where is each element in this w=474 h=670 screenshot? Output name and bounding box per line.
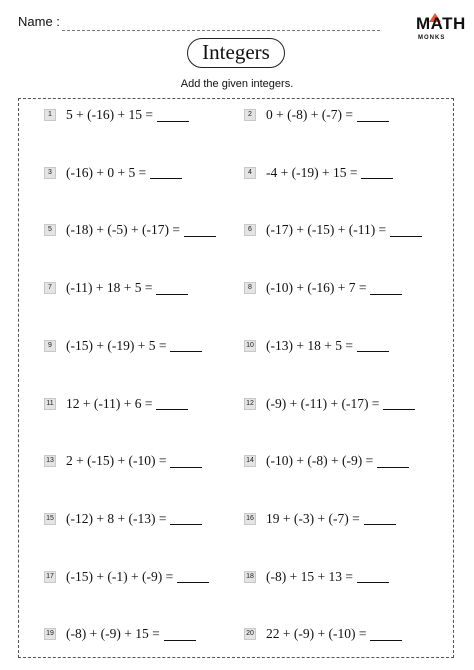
problem-number: 1 — [44, 109, 56, 121]
problem-number: 11 — [44, 398, 56, 410]
problem-expression: 0 + (-8) + (-7) = — [266, 107, 353, 122]
problem-number: 8 — [244, 282, 256, 294]
problem-expression: 2 + (-15) + (-10) = — [66, 453, 167, 469]
problem-item — [44, 105, 189, 125]
answer-blank[interactable] — [177, 570, 209, 583]
problem-number: 12 — [244, 398, 256, 410]
answer-blank[interactable] — [157, 109, 189, 122]
problem-item — [244, 220, 422, 240]
problem-number: 20 — [244, 628, 256, 640]
name-input-line[interactable] — [62, 30, 380, 31]
answer-blank[interactable] — [150, 166, 182, 179]
problem-expression: (-17) + (-15) + (-11) = — [266, 222, 387, 238]
problem-item — [44, 336, 202, 356]
answer-blank[interactable] — [156, 282, 188, 295]
problem-number: 19 — [44, 628, 56, 640]
problem-number: 7 — [44, 282, 56, 294]
problem-number: 4 — [244, 167, 256, 179]
problem-expression: 12 + (-11) + 6 = — [66, 395, 153, 411]
math-monks-logo — [414, 14, 466, 54]
problem-expression: (-16) + 0 + 5 = — [66, 164, 147, 180]
problem-item — [244, 394, 415, 414]
problem-number: 14 — [244, 455, 256, 467]
problem-expression: (-15) + (-1) + (-9) = — [66, 568, 174, 584]
problem-number: 18 — [244, 571, 256, 583]
answer-blank[interactable] — [184, 224, 216, 237]
problem-expression: 19 + (-3) + (-7) = — [266, 510, 360, 526]
problem-number: 17 — [44, 571, 56, 583]
problem-item — [44, 163, 182, 183]
answer-blank[interactable] — [370, 282, 402, 295]
problem-item — [244, 278, 402, 298]
answer-blank[interactable] — [156, 397, 188, 410]
answer-blank[interactable] — [361, 166, 393, 179]
logo-main-text: MATH — [416, 14, 466, 33]
answer-blank[interactable] — [377, 455, 409, 468]
answer-blank[interactable] — [370, 628, 402, 641]
problem-item — [44, 278, 188, 298]
problem-item — [44, 624, 196, 644]
problem-expression: (-8) + 15 + 13 = — [266, 568, 353, 584]
problem-number: 9 — [44, 340, 56, 352]
problem-item — [244, 163, 393, 183]
problem-expression: 5 + (-16) + 15 = — [66, 107, 153, 122]
problem-number: 10 — [244, 340, 256, 352]
answer-blank[interactable] — [390, 224, 422, 237]
problem-expression: (-10) + (-16) + 7 = — [266, 280, 367, 296]
problem-number: 6 — [244, 224, 256, 236]
problem-expression: 22 + (-9) + (-10) = — [266, 626, 367, 642]
problem-item — [44, 394, 188, 414]
answer-blank[interactable] — [170, 339, 202, 352]
answer-blank[interactable] — [357, 570, 389, 583]
problem-item — [44, 509, 202, 529]
worksheet-title: Integers — [187, 38, 285, 68]
problem-item — [44, 451, 202, 471]
problem-item — [244, 105, 389, 125]
problem-expression: (-8) + (-9) + 15 = — [66, 626, 160, 642]
answer-blank[interactable] — [364, 512, 396, 525]
problem-item — [44, 567, 209, 587]
problem-number: 13 — [44, 455, 56, 467]
name-label: Name : — [18, 14, 60, 29]
answer-blank[interactable] — [170, 512, 202, 525]
problem-number: 2 — [244, 109, 256, 121]
problem-item — [244, 624, 402, 644]
problem-item — [44, 220, 216, 240]
problem-expression: (-11) + 18 + 5 = — [66, 280, 153, 296]
answer-blank[interactable] — [357, 339, 389, 352]
problem-expression: -4 + (-19) + 15 = — [266, 164, 358, 180]
instructions: Add the given integers. — [180, 78, 294, 90]
problem-number: 15 — [44, 513, 56, 525]
problem-item — [244, 451, 409, 471]
answer-blank[interactable] — [170, 455, 202, 468]
problem-number: 3 — [44, 167, 56, 179]
problem-expression: (-13) + 18 + 5 = — [266, 337, 353, 353]
problem-item — [244, 336, 389, 356]
problem-expression: (-12) + 8 + (-13) = — [66, 510, 167, 526]
problem-expression: (-9) + (-11) + (-17) = — [266, 395, 380, 411]
problem-item — [244, 567, 389, 587]
problem-expression: (-10) + (-8) + (-9) = — [266, 453, 374, 469]
answer-blank[interactable] — [357, 109, 389, 122]
problem-number: 5 — [44, 224, 56, 236]
answer-blank[interactable] — [383, 397, 415, 410]
problem-number: 16 — [244, 513, 256, 525]
logo-sub-text: MONKS — [418, 35, 446, 41]
answer-blank[interactable] — [164, 628, 196, 641]
problem-expression: (-18) + (-5) + (-17) = — [66, 222, 180, 238]
problem-expression: (-15) + (-19) + 5 = — [66, 337, 167, 353]
problem-item — [244, 509, 396, 529]
